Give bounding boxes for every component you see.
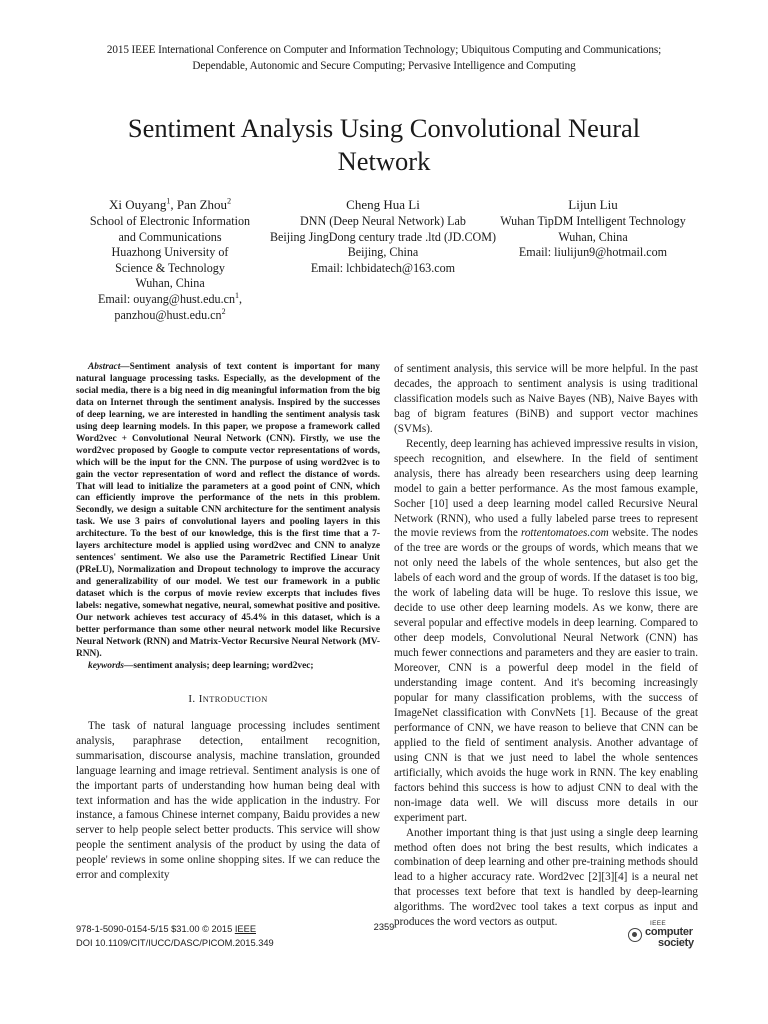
affiliation-mark: 1 — [166, 196, 171, 206]
affiliation-line: School of Electronic Information — [89, 214, 251, 228]
page-number: 2359 — [373, 922, 395, 932]
logo-text-society: society — [658, 937, 694, 949]
body-paragraph: of sentiment analysis, this service will be more helpful. In the past decades, the approach to sentiment analysis is using traditional classification models such as Naive Bayes (NB), Naive Bayes with bag of bigram features (BiNB) and support vector machines (SVMs). — [394, 363, 698, 435]
affiliation-line: Wuhan, China — [135, 276, 205, 291]
logo-text-computer: computer — [645, 926, 693, 938]
left-column — [76, 362, 380, 883]
isbn-text: 978-1-5090-0154-5/15 $31.00 © 2015 — [76, 924, 235, 934]
keywords-label: keywords— — [88, 660, 134, 671]
footer-isbn — [76, 922, 274, 936]
logo-ieee-text: IEEE — [650, 920, 667, 927]
affiliation-mark: 1 — [235, 290, 240, 300]
computer-society-logo — [628, 920, 708, 950]
author-block-2 — [260, 196, 506, 276]
logo-mark-icon — [628, 928, 642, 942]
affiliation-line: and Communications — [118, 229, 222, 244]
paragraph-text: website. The nodes of the tree are words or the groups of words, which means that we not only need the labels of the whole sentences, but also get the labels of each word and the group of words. If the dataset is too big, the work of labeling data will be huge. To reslove this issue, we decide to use other deep learning models. As we konw, there are several popular and effective models in deep learning. Compared to other deep models, Convolutional Neural Network (CNN) has much fewer connections and parameters and they are easier to train. Moreover, CNN is a powerful deep model in the field of understanding image content. And it's becoming increasingly popular for many classification problems, with the success of ImageNet classification with ConvNets [1]. Because of the great performance of CNN, we have reason to believe that CNN can be applied to the field of sentiment analysis. Another advantage of using CNN is that we just need to label the whole sentences artificially, which avoids the huge work in RNN. The key enabling factors behind this success is how to adjust CNN to deal with the non-image data well. We will discuss more details in our experiment part. — [394, 527, 698, 824]
paper-title-line-2: Network — [337, 146, 431, 176]
email-separator: , — [239, 291, 243, 306]
affiliation-line: Beijing, China — [347, 245, 419, 260]
keywords-text: sentiment analysis; deep learning; word2vec; — [133, 660, 314, 671]
author-name-ouyang: Xi Ouyang — [108, 197, 167, 212]
paper-title — [60, 112, 708, 178]
body-paragraph: The task of natural language processing includes sentiment analysis, paraphrase detection, entailment recognition, summarisation, discourse analysis, machine translation, grounded language learning and image retrieval. Sentiment analysis is one of the important parts of understanding how human being deal with text information and has the wide application in the industry. For instance, a famous Chinese internet company, Baidu provides a new server to help people select better products. This service will show people the sentiment analysis of the product by using the data of people' reviews in some online shopping sites. If we can reduce the error and complexity — [76, 719, 380, 882]
affiliation-line: Huazhong University of — [111, 245, 229, 260]
author-name-liu: Lijun Liu — [568, 197, 618, 212]
author-email: Email: lchbidatech@163.com — [310, 260, 456, 275]
email-text: Email: ouyang@hust.edu.cn — [97, 291, 236, 306]
author-block-3 — [500, 196, 686, 261]
email-text: panzhou@hust.edu.cn — [114, 307, 222, 322]
affiliation-line: Wuhan, China — [558, 229, 628, 244]
author-email: Email: liulijun9@hotmail.com — [518, 245, 668, 260]
author-name-zhou: Pan Zhou — [176, 197, 228, 212]
conference-line-2: Dependable, Autonomic and Secure Computing; Pervasive Intelligence and Computing — [192, 60, 576, 72]
footer-doi: DOI 10.1109/CIT/IUCC/DASC/PICOM.2015.349 — [76, 938, 274, 948]
website-name: rottentomatoes.com — [520, 527, 609, 540]
affiliation-line: Wuhan TipDM Intelligent Technology — [500, 214, 686, 228]
body-paragraph — [394, 437, 698, 826]
name-separator: , — [170, 197, 177, 212]
affiliation-mark: 2 — [221, 306, 226, 316]
affiliation-line: Science & Technology — [115, 260, 225, 275]
footer-citation — [76, 922, 274, 950]
ieee-text: IEEE — [234, 924, 257, 934]
affiliation-line: Beijing JingDong century trade .ltd (JD.COM) — [269, 229, 497, 244]
keywords — [76, 661, 380, 673]
abstract-text: Sentiment analysis of text content is important for many natural language processing tasks. Especially, as the development of the social media, there is a big need in dig meaningful information from the big data on Internet through the sentiment analysis. Inspired by the successes of deep learning, we are interested in handling the sentiment analysis task using deep learning models. In this paper, we propose a framework called Word2vec + Convolutional Neural Network (CNN). Firstly, we use the word2vec proposed by Google to compute vector representations of words, which will be the input for the CNN. The purpose of using word2vec is to gain the vector representation of word and reflect the distance of words. That will lead to initialize the parameters at a good point of CNN, which can efficiently improve the performance of the nets in this problem. Secondly, we design a suitable CNN architecture for the sentiment analysis task. We use 3 pairs of convolutional layers and pooling layers in this architecture. To the best of our knowledge, this is the first time that a 7-layers architecture model is applied using word2vec and CNN to analyze sentences' sentiment. We also use the Parametric Rectified Linear Unit (PReLU), Normalization and Dropout technology to improve the accuracy and generalizability of our model. We test our framework in a public dataset which is the corpus of movie review excerpts that includes fives labels: negative, somewhat negative, neural, somewhat positive and positive. Our network achieves test accuracy of 45.4% in this dataset, which is a better performance than some other neural network model like Recursive Neural Network (RNN) and Matrix-Vector Recursive Neural Network (MV-RNN). — [76, 362, 380, 659]
conference-header — [40, 42, 728, 74]
affiliation-line: DNN (Deep Neural Network) Lab — [300, 214, 466, 228]
author-email-2 — [80, 308, 260, 324]
conference-line-1: 2015 IEEE International Conference on Computer and Information Technology; Ubiquitous Computing and Communications; — [106, 44, 662, 56]
section-numeral: I. I — [188, 692, 203, 705]
section-heading — [76, 692, 380, 708]
body-paragraph: Another important thing is that just using a single deep learning method often does not bring the best results, which indicates a combination of deep learning and other pre-training methods should lead to a higher accuracy rate. Word2vec [2][3][4] is a neural net that processes text before that text is handled by deep-learning algorithms. The word2vec tool takes a text corpus as input and produces the word vectors as output. — [394, 826, 698, 929]
author-block-1 — [80, 196, 260, 323]
paragraph-text: Recently, deep learning has achieved impressive results in vision, speech recognition, and elsewhere. In the field of sentiment analysis, there has already been researchers using deep learning model to gain a better performance. As the most famous example, Socher [10] used a deep learning model called Recursive Neural Network (RNN), who used a fully labeled parse trees to represent the movie reviews from the — [394, 437, 698, 540]
right-column — [394, 362, 698, 930]
author-names — [80, 196, 260, 213]
author-email — [80, 292, 260, 308]
affiliation-mark: 2 — [227, 196, 232, 206]
abstract-label: Abstract— — [88, 362, 130, 372]
section-title: NTRODUCTION — [202, 694, 268, 704]
abstract — [76, 362, 380, 661]
author-name-li: Cheng Hua Li — [346, 197, 420, 212]
paper-title-line-1: Sentiment Analysis Using Convolutional Neural — [127, 113, 641, 143]
